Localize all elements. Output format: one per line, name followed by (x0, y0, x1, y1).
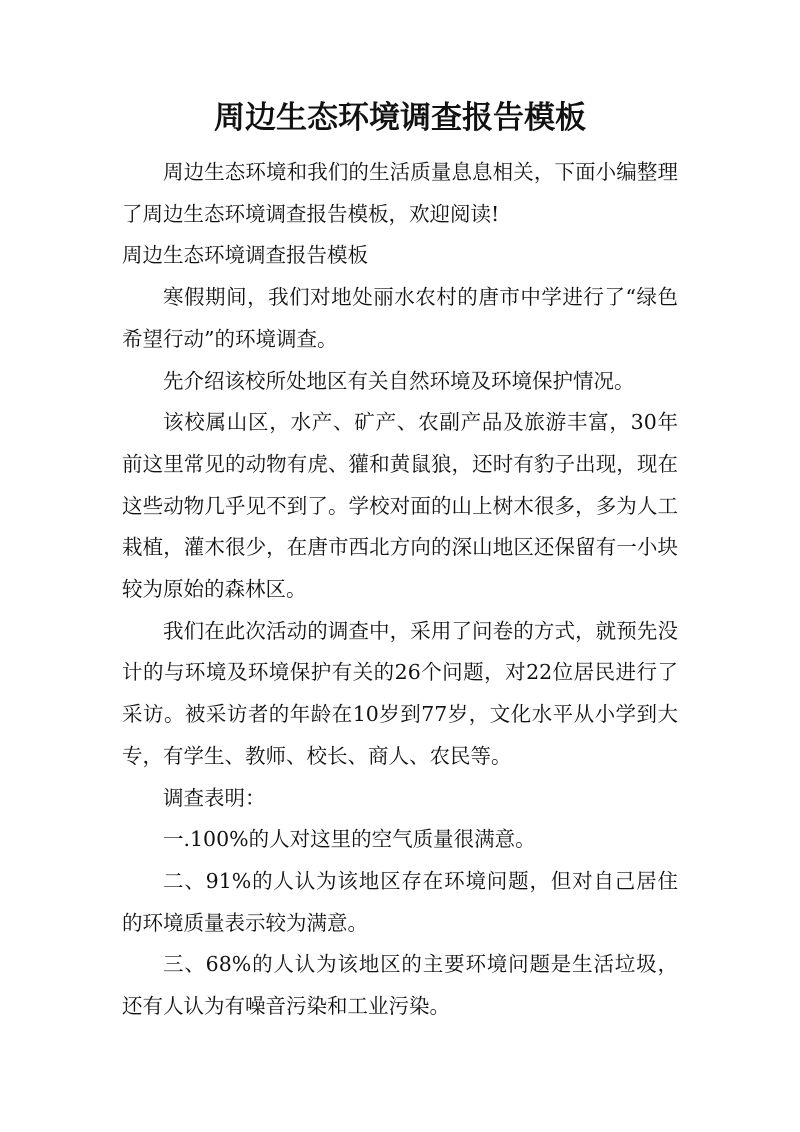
body-paragraph: 我们在此次活动的调查中，采用了问卷的方式，就预先没计的与环境及环境保护有关的26个问题，对22位居民进行了采访。被采访者的年龄在10岁到77岁，文化水平从小学到大专，有学生、教师、校长、商人、农民等。 (122, 618, 678, 768)
finding-item: 二、91%的人认为该地区存在环境问题，但对自己居住的环境质量表示较为满意。 (122, 868, 678, 935)
finding-item: 三、68%的人认为该地区的主要环境问题是生活垃圾，还有人认为有噪音污染和工业污染。 (122, 952, 678, 1019)
document-title: 周边生态环境调查报告模板 (214, 100, 586, 136)
intro-paragraph: 周边生态环境和我们的生活质量息息相关，下面小编整理了周边生态环境调查报告模板，欢迎阅读! (122, 160, 678, 226)
body-paragraph: 先介绍该校所处地区有关自然环境及环境保护情况。 (163, 368, 635, 393)
findings-heading: 调查表明： (163, 785, 266, 810)
document-body (122, 152, 678, 1028)
body-paragraph: 寒假期间，我们对地处丽水农村的唐市中学进行了“绿色希望行动”的环境调查。 (122, 285, 678, 351)
body-paragraph: 该校属山区，水产、矿产、农副产品及旅游丰富，30年前这里常见的动物有虎、獾和黄鼠狼，还时有豹子出现，现在这些动物几乎见不到了。学校对面的山上树木很多，多为人工栽植，灌木很少，在唐市西北方向的深山地区还保留有一小块较为原始的森林区。 (122, 410, 678, 602)
section-heading: 周边生态环境调查报告模板 (122, 243, 368, 268)
finding-item: 一.100%的人对这里的空气质量很满意。 (163, 827, 536, 852)
